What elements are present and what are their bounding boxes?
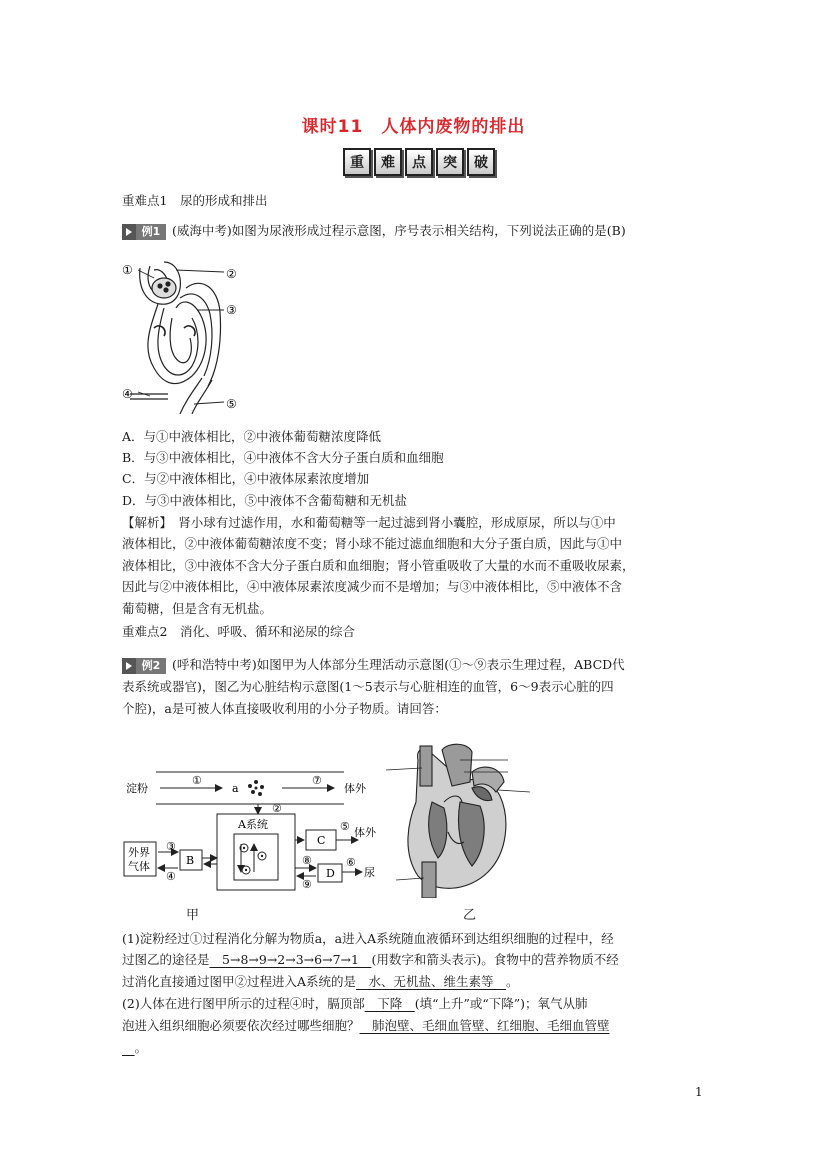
answer-blank: 水、无机盐、维生素等 <box>356 974 507 989</box>
question-text: (填“上升”或“下降”)；氧气从肺 <box>414 996 588 1011</box>
example-2-stem <box>122 654 625 675</box>
label-3: ③ <box>226 303 237 317</box>
question-text: (用数字和箭头表示)。食物中的营养物质不经 <box>371 952 619 967</box>
step-4: ④ <box>166 870 176 883</box>
analysis-line: 因此与②中液体相比，④中液体尿素浓度减少而不是增加；与③中液体相比，⑤中液体不含 <box>122 579 623 594</box>
analysis-line: 葡萄糖，但是含有无机盐。 <box>122 601 273 616</box>
page-number: 1 <box>695 1085 703 1099</box>
option-b: B．与③中液体相比，④中液体不含大分子蛋白质和血细胞 <box>122 450 444 465</box>
banner-char: 重 <box>343 148 371 176</box>
label-outside-air: 外界 <box>128 846 150 859</box>
banner-char: 点 <box>405 148 433 176</box>
question-text: 。 <box>506 974 519 989</box>
answer-blank: 下降 <box>364 996 415 1011</box>
banner-char: 难 <box>374 148 402 176</box>
analysis-line: 液体相比，②中液体葡萄糖浓度不变；肾小球不能过滤血细胞和大分子蛋白质，因此与①中 <box>122 536 623 551</box>
question-1-line: (1)淀粉经过①过程消化分解为物质a，a进入A系统随血液循环到达组织细胞的过程中，经 <box>122 931 614 946</box>
page-title: 课时11 人体内废物的排出 <box>301 117 526 137</box>
question-text: 过消化直接通过图甲②过程进入A系统的是 <box>122 974 357 989</box>
label-2: ② <box>226 267 237 281</box>
nephron-diagram <box>120 258 250 414</box>
question-text: (2)人体在进行图甲所示的过程④时，膈顶部 <box>122 996 365 1011</box>
banner-char: 破 <box>467 148 495 176</box>
analysis-line: 液体相比，③中液体不含大分子蛋白质和血细胞；肾小管重吸收了大量的水而不重吸收尿素， <box>122 558 635 573</box>
heart-diagram <box>372 742 552 898</box>
figure-caption-yi: 乙 <box>463 908 477 923</box>
step-8: ⑧ <box>302 854 312 867</box>
answer-blank: 肺泡壁、毛细血管壁、红细胞、毛细血管壁 <box>359 1018 610 1033</box>
question-1-line <box>122 949 619 970</box>
section-heading-2: 重难点2 消化、呼吸、循环和泌尿的综合 <box>122 624 355 639</box>
question-stem: (呼和浩特中考)如图甲为人体部分生理活动示意图(①～⑨表示生理过程，ABCD代 <box>172 657 625 672</box>
section-banner <box>343 148 495 178</box>
question-2-line <box>122 1015 610 1036</box>
question-stem: 个腔)，a是可被人体直接吸收利用的小分子物质。请回答： <box>122 701 447 716</box>
label-outside-air: 气体 <box>128 860 150 873</box>
section-heading-1: 重难点1 尿的形成和排出 <box>122 193 268 208</box>
label-5: ⑤ <box>226 397 237 411</box>
process-diagram <box>122 752 392 902</box>
answer-blank <box>122 1040 135 1055</box>
example-tag: 例2 <box>122 658 166 674</box>
label-1: ① <box>122 263 133 277</box>
step-6: ⑥ <box>346 856 356 869</box>
question-text: 泡进入组织细胞必须要依次经过哪些细胞？ <box>122 1018 360 1033</box>
play-icon <box>122 658 136 674</box>
question-stem: (威海中考)如图为尿液形成过程示意图，序号表示相关结构，下列说法正确的是(B) <box>172 223 626 238</box>
label-system-a: A系统 <box>238 818 268 831</box>
question-2-line <box>122 1037 147 1058</box>
play-icon <box>122 224 136 240</box>
option-a: A．与①中液体相比，②中液体葡萄糖浓度降低 <box>122 429 382 444</box>
step-3: ③ <box>166 840 176 853</box>
label-starch: 淀粉 <box>126 782 148 795</box>
step-5: ⑤ <box>340 820 350 833</box>
label-b: B <box>186 854 195 867</box>
example-1-stem <box>122 220 626 241</box>
step-9: ⑨ <box>302 878 312 891</box>
question-2-line <box>122 993 588 1014</box>
question-text: 过图乙的途径是 <box>122 952 210 967</box>
label-a: a <box>232 782 239 795</box>
option-c: C．与②中液体相比，④中液体尿素浓度增加 <box>122 471 370 486</box>
answer-blank: 5→8→9→2→3→6→7→1 <box>209 952 372 967</box>
label-urine: 尿 <box>364 866 375 879</box>
step-2: ② <box>272 802 282 815</box>
label-4: ④ <box>122 387 133 401</box>
label-d: D <box>326 867 335 880</box>
question-1-line <box>122 971 519 992</box>
question-text: 。 <box>134 1040 148 1055</box>
analysis-line: 【解析】 肾小球有过滤作用，水和葡萄糖等一起过滤到肾小囊腔，形成原尿，所以与①中 <box>122 515 616 530</box>
figure-caption-jia: 甲 <box>186 908 200 923</box>
question-stem: 表系统或器官)，图乙为心脏结构示意图(1～5表示与心脏相连的血管，6～9表示心脏的四 <box>122 679 614 694</box>
option-d: D．与③中液体相比，⑤中液体不含葡萄糖和无机盐 <box>122 493 408 508</box>
banner-char: 突 <box>436 148 464 176</box>
step-7: ⑦ <box>312 774 322 787</box>
example-tag: 例1 <box>122 224 166 240</box>
label-c: C <box>317 834 326 847</box>
label-outside-2: 体外 <box>354 826 376 839</box>
label-outside-1: 体外 <box>344 782 366 795</box>
step-1: ① <box>192 774 202 787</box>
